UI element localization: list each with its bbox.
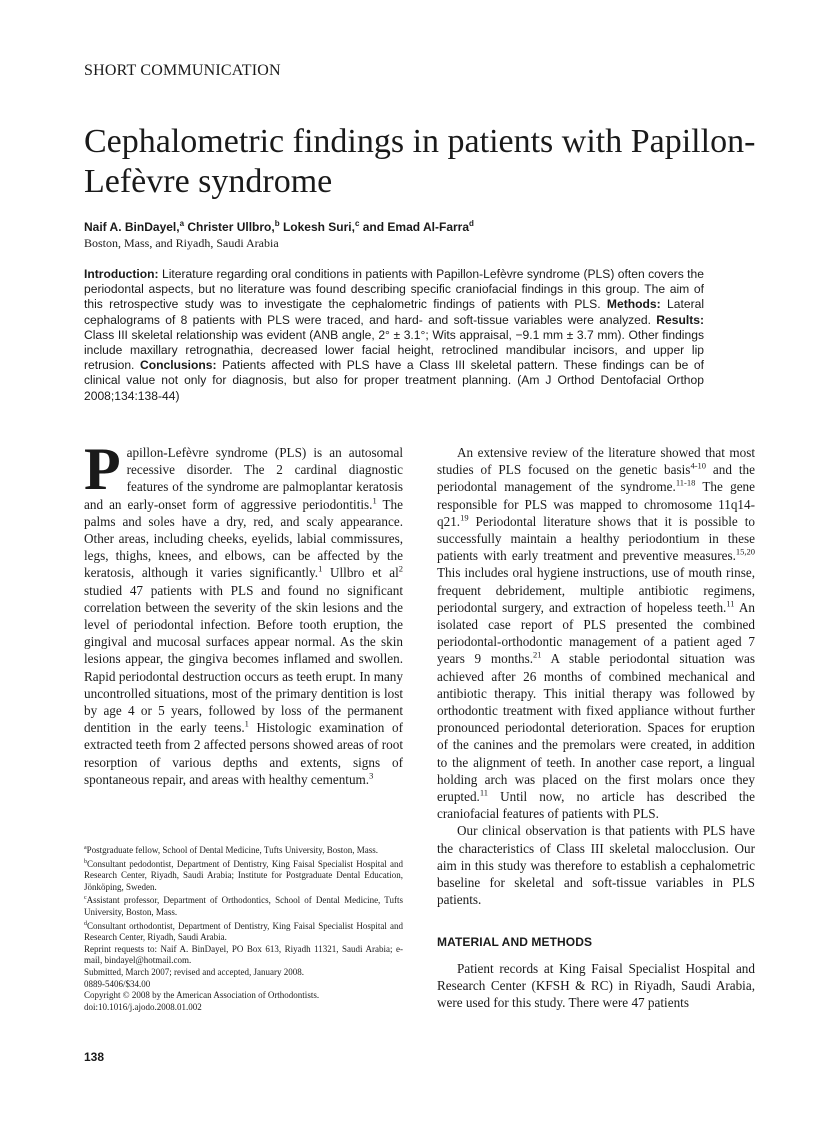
footnote-c bbox=[84, 893, 403, 918]
citation: 19 bbox=[460, 512, 469, 523]
abstract-intro-label: Introduction: bbox=[84, 267, 159, 281]
drop-cap: P bbox=[84, 436, 121, 502]
footnote-marker: c bbox=[84, 895, 87, 902]
literature-review-paragraph bbox=[437, 444, 755, 822]
citation: 4-10 bbox=[690, 460, 707, 471]
section-heading-methods: MATERIAL AND METHODS bbox=[437, 935, 593, 950]
abstract-results-label: Results: bbox=[656, 312, 704, 327]
author-name: Christer Ullbro, bbox=[184, 220, 275, 234]
body-text: An isolated case report of PLS presented the combined periodontal-orthodontic management of a patient aged 7 years 9 months. bbox=[437, 599, 755, 667]
citation: 2 bbox=[398, 564, 403, 575]
reprint-requests bbox=[84, 944, 403, 967]
doi: doi:10.1016/j.ajodo.2008.01.002 bbox=[84, 1001, 202, 1012]
abstract-methods-label: Methods: bbox=[606, 297, 661, 312]
reprint-end: . bbox=[189, 955, 192, 966]
reprint-text: Reprint requests to: Naif A. BinDayel, PO Box 613, Riyadh 11321, Saudi Arabia; e-mail, bbox=[84, 943, 403, 966]
submission-dates: Submitted, March 2007; revised and accepted, January 2008. bbox=[84, 966, 304, 977]
aim-paragraph: Our clinical observation is that patients with PLS have the characteristics of Class III skeletal malocclusion. Our aim in this study was therefore to establish a cephalometric baseline for skeletal and soft-tissue variables in PLS patients. bbox=[437, 823, 755, 908]
intro-paragraph bbox=[84, 436, 403, 788]
footnote-text: Consultant orthodontist, Department of Dentistry, King Faisal Specialist Hospital and Research Center, Riyadh, Saudi Arabia. bbox=[84, 920, 403, 943]
body-column-left bbox=[84, 436, 403, 788]
citation: 11 bbox=[726, 598, 735, 609]
copyright: Copyright © 2008 by the American Association of Orthodontists. bbox=[84, 990, 320, 1001]
citation: 11 bbox=[479, 787, 489, 798]
methods-paragraph: Patient records at King Faisal Specialist Hospital and Research Center (KFSH & RC) in Riyadh, Saudi Arabia, were used for this study. There were 47 patients bbox=[437, 960, 755, 1011]
body-text: This includes oral hygiene instructions, use of mouth rinse, frequent debridement, multiple antibiotic regimens, periodontal surgery, and extraction of hopeless teeth. bbox=[437, 565, 755, 615]
body-text: Ullbro et al bbox=[322, 565, 399, 581]
footnote-text: Consultant pedodontist, Department of Dentistry, King Faisal Specialist Hospital and Research Center, Riyadh, Saudi Arabia; Institute for Postgraduate Dental Education, Jönköping, Sweden. bbox=[84, 858, 403, 892]
author-affil-marker: b bbox=[274, 219, 280, 228]
body-text: The palms and soles have a dry, red, and scaly appearance. Other areas, including cheeks, eyelids, labial commissures, legs, thighs, knees, and elbows, can be affected by the keratosis, although it varies significantly. bbox=[84, 496, 403, 581]
section-label: SHORT COMMUNICATION bbox=[84, 62, 281, 79]
footnote-a bbox=[84, 843, 403, 857]
author-name: Lokesh Suri, bbox=[279, 220, 355, 234]
body-text: An extensive review of the literature showed that most studies of PLS focused on the genetic basis bbox=[437, 445, 755, 478]
citation: 21 bbox=[533, 650, 542, 661]
author-affil-marker: c bbox=[354, 219, 360, 228]
body-text: Periodontal literature shows that it is possible to successfully maintain a healthy periodontium in these patients with early treatment and preventive measures. bbox=[437, 513, 755, 564]
footnote-text: Assistant professor, Department of Orthodontics, School of Dental Medicine, Tufts University, Boston, Mass. bbox=[84, 895, 403, 917]
citation: 1 bbox=[318, 564, 323, 575]
body-text: apillon-Lefèvre syndrome (PLS) is an autosomal recessive disorder. The 2 cardinal diagnostic features of the syndrome are palmoplantar keratosis and an early-onset form of aggressive periodontitis. bbox=[84, 445, 403, 512]
footnote-text: Postgraduate fellow, School of Dental Medicine, Tufts University, Boston, Mass. bbox=[86, 845, 378, 855]
abstract-results-text: Class III skeletal relationship was evident (ANB angle, 2° ± 3.1°; Wits appraisal, −9.1 mm ± 3.7 mm). Other findings include maxillary retrognathia, decreased lower facial height, retroclined mandibular incisors, and upper lip retrusion. bbox=[84, 327, 704, 373]
page-number: 138 bbox=[84, 1050, 105, 1064]
abstract-conclusions-text: Patients affected with PLS have a Class III skeletal pattern. These findings can be of clinical value not only for diagnosis, but also for proper treatment planning. (Am J Orthod Dentofacial Orthop 2008;134:138-44) bbox=[84, 358, 704, 403]
citation: 15,20 bbox=[735, 546, 755, 557]
abstract-intro-text: Literature regarding oral conditions in patients with Papillon-Lefèvre syndrome (PLS) often covers the periodontal aspects, but no literature was found describing specific craniofacial findings in this group. The aim of this retrospective study was to investigate the cephalometric findings of patients with PLS. bbox=[84, 267, 704, 312]
footnotes bbox=[84, 843, 403, 1013]
footnote-d bbox=[84, 919, 403, 944]
article-title: Cephalometric findings in patients with Papillon-Lefèvre syndrome bbox=[84, 123, 756, 200]
email-link[interactable]: bindayel@hotmail.com bbox=[104, 955, 190, 966]
body-text: The gene responsible for PLS was mapped to chromosome 11q14-q21. bbox=[437, 479, 755, 529]
footnote-marker: d bbox=[84, 920, 87, 927]
citation: 3 bbox=[369, 770, 374, 781]
abstract-conclusions-label: Conclusions: bbox=[139, 358, 217, 373]
abstract-methods-text: Lateral cephalograms of 8 patients with PLS were traced, and hard- and soft-tissue variables were analyzed. bbox=[84, 297, 705, 327]
citation: 1 bbox=[372, 495, 377, 506]
author-name: Naif A. BinDayel, bbox=[84, 220, 180, 234]
issn-price: 0889-5406/$34.00 bbox=[84, 978, 151, 989]
body-text: Histologic examination of extracted teeth from 2 affected persons showed areas of root resorption of various depths and extents, signs of spontaneous repair, and areas with healthy cementum. bbox=[84, 720, 403, 787]
author-list bbox=[84, 219, 474, 234]
citation: 11-18 bbox=[675, 478, 696, 489]
footnote-b bbox=[84, 857, 403, 894]
author-affil-marker: a bbox=[179, 219, 185, 228]
body-text: Until now, no article has described the craniofacial features of patients with PLS. bbox=[437, 789, 755, 822]
abstract bbox=[84, 267, 704, 404]
footnote-marker: a bbox=[84, 845, 87, 851]
body-text: and the periodontal management of the syndrome. bbox=[437, 462, 755, 495]
affiliation-location: Boston, Mass, and Riyadh, Saudi Arabia bbox=[84, 236, 279, 250]
footnote-marker: b bbox=[84, 858, 87, 865]
citation: 1 bbox=[244, 718, 249, 729]
author-affil-marker: d bbox=[469, 219, 474, 228]
body-text: studied 47 patients with PLS and found no significant correlation between the severity of the skin lesions and the level of periodontal infection. Before tooth eruption, the gingival and mucosal surfaces appear normal. As the skin lesions appear, the gingiva becomes inflamed and swollen. Rapid periodontal destruction occurs as teeth erupt. In many uncontrolled situations, most of the primary dentition is lost by age 4 or 5 years, followed by loss of the permanent dentition in the early teens. bbox=[84, 582, 403, 736]
body-text: A stable periodontal situation was achieved after 26 months of combined mechanical and antibiotic therapy. This initial therapy was followed by orthodontic treatment with fixed appliance without further pronounced periodontal deterioration. Spaces for eruption of the canines and the premolars were created, in addition to the alignment of teeth. In another case report, a lingual holding arch was placed on the first molars once they erupted. bbox=[437, 651, 755, 805]
body-column-right bbox=[437, 444, 755, 1011]
author-name: and Emad Al-Farra bbox=[359, 220, 470, 234]
